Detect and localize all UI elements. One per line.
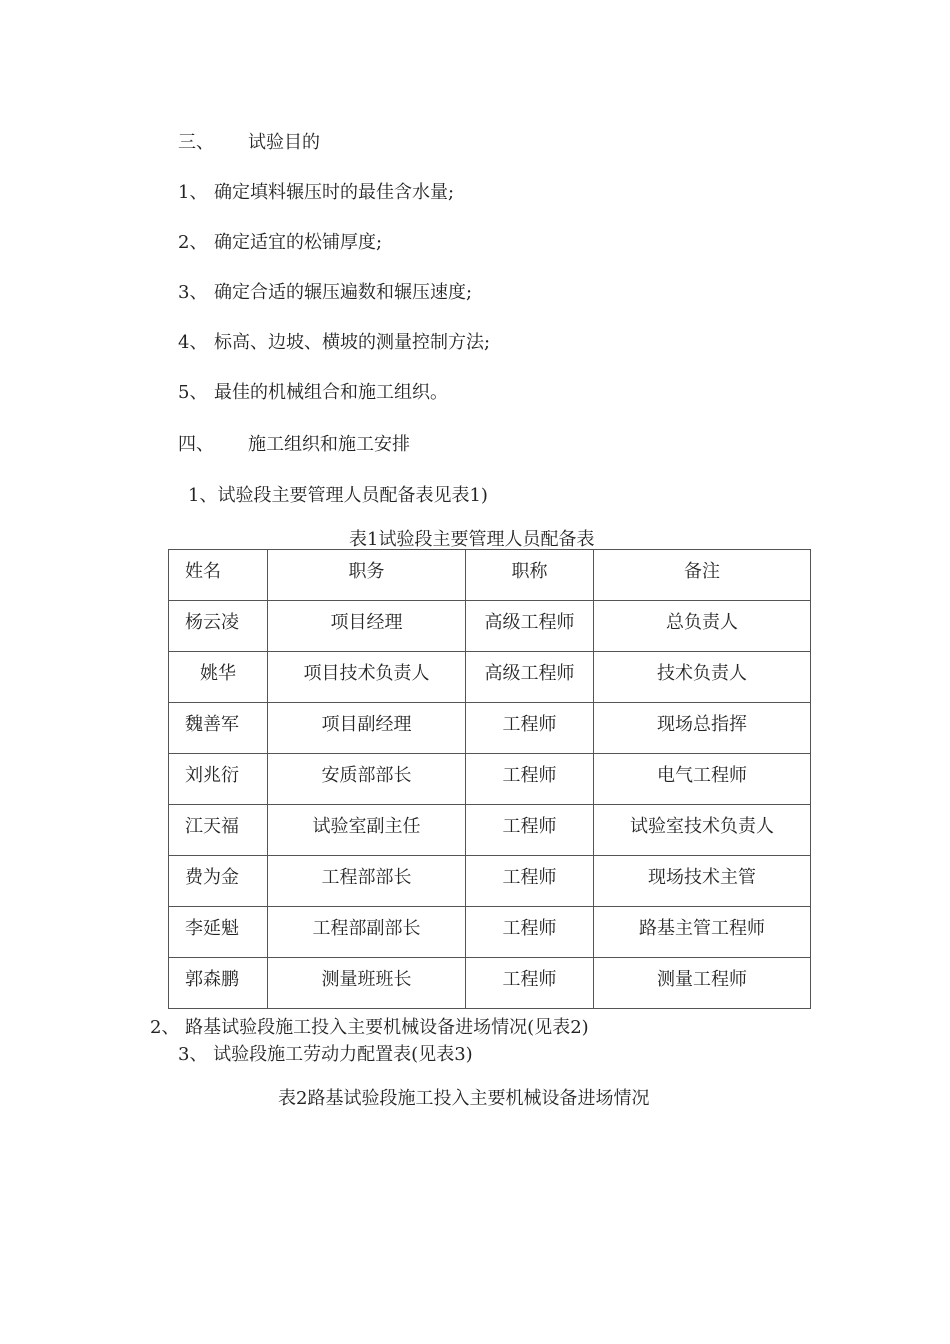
section-3-title: 试验目的: [248, 132, 320, 153]
cell-remark: 测量工程师: [594, 958, 811, 1009]
cell-position: 安质部部长: [268, 754, 466, 805]
cell-title: 工程师: [466, 703, 594, 754]
cell-position: 测量班班长: [268, 958, 466, 1009]
header-cell-title: 职称: [466, 550, 594, 601]
table-row: [169, 754, 811, 805]
cell-name: 费为金: [169, 856, 268, 907]
list-item: [178, 281, 472, 305]
cell-name: 江天福: [169, 805, 268, 856]
cell-remark: 试验室技术负责人: [594, 805, 811, 856]
cell-position: 项目经理: [268, 601, 466, 652]
staff-table: [168, 549, 811, 1009]
cell-title: 工程师: [466, 805, 594, 856]
table-row: [169, 601, 811, 652]
cell-remark: 技术负责人: [594, 652, 811, 703]
cell-name: 魏善军: [169, 703, 268, 754]
header-cell-position: 职务: [268, 550, 466, 601]
list-item-text: 确定合适的辗压遍数和辗压速度;: [214, 282, 473, 303]
list-item-text: 确定填料辗压时的最佳含水量;: [214, 182, 455, 203]
table-2-caption: 表2路基试验段施工投入主要机械设备进场情况: [278, 1088, 650, 1109]
section-4-item-1: 1、试验段主要管理人员配备表见表1): [188, 485, 488, 506]
cell-position: 工程部部长: [268, 856, 466, 907]
list-item-text: 确定适宜的松铺厚度;: [214, 232, 383, 253]
list-item: [178, 381, 448, 405]
cell-name: 刘兆衍: [169, 754, 268, 805]
cell-position: 项目技术负责人: [268, 652, 466, 703]
list-item-number: 3、: [178, 282, 208, 303]
table-header-row: [169, 550, 811, 601]
header-cell-name: 姓名: [169, 550, 268, 601]
list-item-number: 5、: [178, 382, 208, 403]
list-item-number: 2、: [178, 232, 208, 253]
cell-title: 高级工程师: [466, 652, 594, 703]
header-cell-remark: 备注: [594, 550, 811, 601]
section-3-number: 三、: [178, 132, 214, 153]
list-item: [178, 331, 490, 355]
table-row: [169, 805, 811, 856]
cell-position: 工程部副部长: [268, 907, 466, 958]
section-4-number: 四、: [178, 434, 214, 455]
table-1-caption: 表1试验段主要管理人员配备表: [349, 529, 595, 550]
section-3-heading: [178, 131, 320, 155]
section-4-heading: [178, 433, 410, 457]
cell-title: 工程师: [466, 958, 594, 1009]
cell-title: 工程师: [466, 907, 594, 958]
cell-title: 高级工程师: [466, 601, 594, 652]
section-4-item-3: 3、 试验段施工劳动力配置表(见表3): [178, 1044, 473, 1065]
list-item-text: 标高、边坡、横坡的测量控制方法;: [214, 332, 491, 353]
table-row: [169, 652, 811, 703]
list-item-text: 最佳的机械组合和施工组织。: [214, 382, 448, 403]
cell-name: 郭森鹏: [169, 958, 268, 1009]
section-4-item-2: 2、 路基试验段施工投入主要机械设备进场情况(见表2): [150, 1017, 589, 1038]
cell-remark: 现场总指挥: [594, 703, 811, 754]
list-item: [178, 181, 454, 205]
cell-position: 试验室副主任: [268, 805, 466, 856]
cell-title: 工程师: [466, 856, 594, 907]
cell-remark: 路基主管工程师: [594, 907, 811, 958]
cell-position: 项目副经理: [268, 703, 466, 754]
cell-name: 杨云凌: [169, 601, 268, 652]
list-item: [178, 231, 382, 255]
table-row: [169, 907, 811, 958]
cell-title: 工程师: [466, 754, 594, 805]
cell-remark: 电气工程师: [594, 754, 811, 805]
cell-remark: 总负责人: [594, 601, 811, 652]
table-row: [169, 856, 811, 907]
list-item-number: 4、: [178, 332, 208, 353]
cell-name: 李延魁: [169, 907, 268, 958]
table-row: [169, 958, 811, 1009]
section-4-title: 施工组织和施工安排: [248, 434, 410, 455]
list-item-number: 1、: [178, 182, 208, 203]
cell-name: 姚华: [169, 652, 268, 703]
cell-remark: 现场技术主管: [594, 856, 811, 907]
table-row: [169, 703, 811, 754]
